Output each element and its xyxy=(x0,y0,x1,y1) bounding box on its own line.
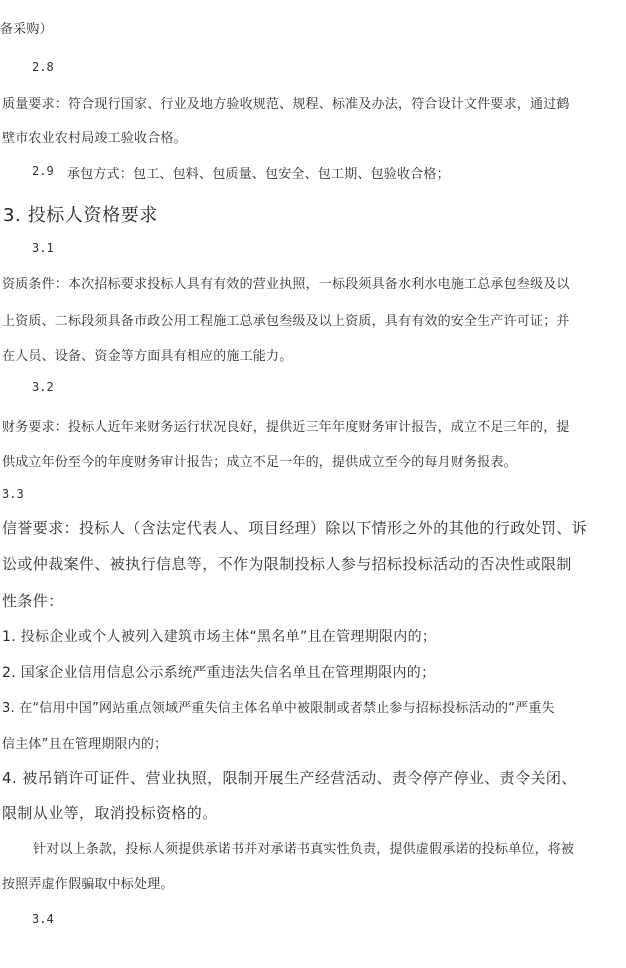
text-line: 按照弄虚作假骗取中标处理。 xyxy=(2,877,174,892)
list-item: 3. 在“信用中国”网站重点领域严重失信主体名单中被限制或者禁止参与招标投标活动的“严重失 xyxy=(2,701,555,716)
list-item: 4. 被吊销许可证件、营业执照，限制开展生产经营活动、责令停产停业、责令关闭、 xyxy=(2,769,577,787)
text-line: 供成立年份至今的年度财务审计报告；成立不足一年的，提供成立至今的每月财务报表。 xyxy=(2,455,517,470)
text-line: 资质条件：本次招标要求投标人具有有效的营业执照，一标段须具备水利水电施工总承包叁级及以 xyxy=(2,277,570,292)
text-line: 信主体”且在管理期限内的； xyxy=(2,737,168,752)
text-line: 质量要求：符合现行国家、行业及地方验收规范、规程、标准及办法，符合设计文件要求，通过鹤 xyxy=(2,97,570,112)
text-line: 备采购） xyxy=(0,22,53,37)
section-number: 3.1 xyxy=(32,241,54,255)
section-number: 3.4 xyxy=(32,912,54,926)
text-line: 性条件： xyxy=(2,592,64,610)
text-line: 承包方式：包工、包料、包质量、包安全、包工期、包验收合格； xyxy=(67,167,450,182)
text-line: 财务要求：投标人近年来财务运行状况良好，提供近三年年度财务审计报告，成立不足三年的，提 xyxy=(2,420,570,435)
section-number: 3.3 xyxy=(2,487,24,501)
list-item: 1. 投标企业或个人被列入建筑市场主体“黑名单”且在管理期限内的； xyxy=(2,629,437,645)
text-line: 讼或仲裁案件、被执行信息等，不作为限制投标人参与招标投标活动的否决性或限制 xyxy=(2,555,572,573)
text-line: 上资质、二标段须具备市政公用工程施工总承包叁级及以上资质，具有有效的安全生产许可证；并 xyxy=(2,314,570,329)
text-line: 信誉要求：投标人（含法定代表人、项目经理）除以下情形之外的其他的行政处罚、诉 xyxy=(2,519,588,537)
text-line: 在人员、设备、资金等方面具有相应的施工能力。 xyxy=(2,349,293,364)
section-number: 3.2 xyxy=(32,380,54,394)
section-number: 2.9 xyxy=(32,164,54,178)
section-heading: 3. 投标人资格要求 xyxy=(3,205,158,226)
list-item: 2. 国家企业信用信息公示系统严重违法失信名单且在管理期限内的； xyxy=(2,665,436,681)
text-line: 针对以上条款，投标人须提供承诺书并对承诺书真实性负责，提供虚假承诺的投标单位，将被 xyxy=(33,842,575,857)
text-line: 壁市农业农村局竣工验收合格。 xyxy=(2,131,187,146)
text-line: 限制从业等，取消投标资格的。 xyxy=(2,804,218,822)
section-number: 2.8 xyxy=(32,60,54,74)
